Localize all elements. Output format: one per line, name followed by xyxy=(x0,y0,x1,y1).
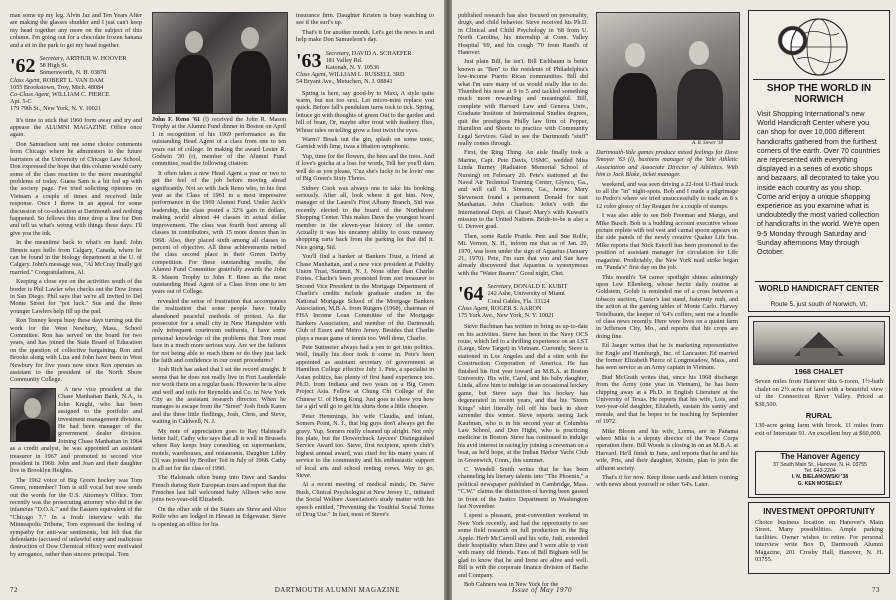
paragraph: Keeping a close eye on the activities south of the border is Phil Lawler who checks out the Dow Jones in San Diego. Phil says that we're all invited to Del Monte Street for "pot luck." Sue and the three younger Lawlers help fill up the pad. xyxy=(10,278,142,315)
paragraph: That's it for another month. Let's get the news in and help make Don Samuelson's day. xyxy=(296,28,434,44)
issue-date: Issue of May 1970 xyxy=(512,586,573,594)
class-year: '62 xyxy=(10,55,36,78)
magazine-title: DARTMOUTH ALUMNI MAGAZINE xyxy=(274,586,400,594)
paragraph: Don Samuelson sent me some choice comments from Chicago where he administers to the future barristers at the University of Chicago Law School. Don expressed the hope that this column would carry some of the class reaction to the more meaningful problems of today. Guess Sam is a bit fed up with the society page. I've tried soliciting opinions on Vietnam a couple of times and received little response. Once I threw in an appeal for some discussion of co-education at Dartmouth and nothing happened. So fellows this time drop a line for Don and tell us what's wrong with things these days. I'll give you the ink. xyxy=(10,140,142,237)
class-header-64 xyxy=(458,283,588,319)
center-name: WORLD HANDICRAFT CENTER xyxy=(755,281,883,293)
photo-caption: John F. Reno '61 (l) received the John R. Mason Trophy at the Alumni Fund dinner in Boston on April 1 in recognition of his 1969 performance as the outstanding Head Agent of a class from one to ten years out of college. In making the award Lester R. Godwin '30 (r), member of the Alumni Fund committee, read the following citation: xyxy=(152,116,287,168)
paragraph: This month's '64 career spotlight shines admiringly upon Lew Ellenberg, whose hectic daily routine at Goldstein, Golub is reminded me of a cross between a tobacco auction, Custer's last stand, fraternity rush, and the action at the gaming tables of Monte Carlo. Harvey Teitelbaum, the keeper of '64's coffers, sent me a bundle of class news recently. Here were lives on a quaint farm in Jefferson City, Mo., and reports that his crops are doing fine. xyxy=(596,273,738,340)
paragraph: The 1962 voice of Big Green hockey was Tom Green, remember? Tom is still vocal but now sends out the words for the U.S. Attorney's Office. Tom recently was the prosecuting attorney who did in the infamous "D.O.A." and the Eastern equivalent of the "Chicago 7." In a fresh interview with the Minneapolis Tribune, Tom expressed the feeling of sympathy for anti-war sentiments, but felt that the defendants (accused of unlawful entry and malicious destruction of Dow Chemical office) were motivated by arrogance, rather than sincere principal. Tom xyxy=(10,476,142,558)
paragraph: At a recent meeting of medical minds, Dr. Steve Bush, Clinical Psychologist at New Jersey U., initiated the Social Welfare Association's study matter with his speech entitled, "Preventing the Youthful Social Terms of Drug Use." In fact, most of Steve's xyxy=(296,481,434,518)
agency-name: The Hanover Agency xyxy=(780,452,860,461)
class-officers: Secretary, DAVID A. SCHAEFER 181 Valley Rd. Katonah, N. Y. 10536 Class Agent, WILLIAM L. RUSSELL 3RD 54 Bryant Ave., Metuchen, N. J. 08841 xyxy=(296,49,412,86)
paragraph: Ron Tonney keeps busy these days turning out the work for the West Newbury, Mass., School Committee. Ron has served on the board for two years, and has joined the State Board of Education on the question of collective bargaining. Ron and Brooke along with Liza and John have been in West Newbury for five years now since Ron operates as assistant to the president of the North Shore Community College. xyxy=(10,317,142,384)
award-photo xyxy=(152,12,288,114)
agency-person: G. KEN MOSELEY xyxy=(797,480,843,487)
page-number: 73 xyxy=(872,586,880,594)
paragraph: You'll find a banker at Bankers Trust, a friend at Chase Manhattan, and a new vice president at Fidelity Union Trust, Summit, N. J. None other than Charlie Fortes. Charlie's been promoted from sort treasurer to Second Vice President in the Mortgage Department of Charlie's credits include graduate studies in the National Mortgage School of the Mortgage Bankers Association, M.B.A. from Rutgers (1968), chairman of FHA Income Loan Committee of the Mortgage Bankers Association, and member of the Dartmouth Club of Essex and Metro Jersey. Besides that Charlie plays a mean game of tennis too. Well done, Charlie. xyxy=(296,253,434,342)
paragraph: man some up my leg. Alvin Jaz and Ten Years After are making the glasses shudder and I just can't keep my head together any more on the subject of this column. I'm going out for a chocolate frozen banana and a sit in the park to get my head together. xyxy=(10,12,142,49)
paragraph: On the other side of the States are Steve and Alice Rolfe who are lodged in Hawaii in Edgewater. Steve is opening an office for his xyxy=(152,505,286,528)
left-page xyxy=(0,0,444,600)
class-header-63 xyxy=(296,50,434,86)
paragraph: revealed the sense of frustration that accompanies the realization that some people have totally abandoned peaceful methods of protest. As the prosecutor for a small city in New Hampshire with only infrequent courtroom outbursts, I have some personal knowledge of the problems that Tom must face in a much more serious way. Are we the failures for not being able to reach them or do they just lack the faith and confidence in our court procedures? xyxy=(152,297,286,364)
paragraph: First, the Ring Thing. An aisle finally took a Marine, Capt. Pete Davis, USMC, wedded Miss Linda Burney (Radiation Memorial School of Nursing) on February 20. Pete's stationed at the Naval Air Technical Training Center, Glynco, Ga., and will call St. Simons, Ga., home. Mary Stevenson found a permanent Donald for east Manhattan. John Charlton. John's with the International Dept. at Chase; Mary's with Kuwait's mission to the United Nations. Bride-to-be is also a U. Denver grad. xyxy=(458,149,588,231)
citation: It often takes a new Head Agent a year or two to get the feel of the job before moving ahead significantly. Not so with Jack Reno who, in his first year as the Class of 1961 to a most impressive performance in the 1969 Alumni Fund. Under Jack's leadership, the class posted a 32% gain in dollars, making world almost 44 classes in actual dollar improvement. The class was fourth best among all classes in contributors, with 15 more donors than in 1968. Also, they placed sixth among all classes in percent of objective. All these achievements netted the class second place in their Green Derby competition. For these outstanding results, the Alumni Fund Committee gratefully awards the John R. Mason Trophy to John F. Reno as the most outstanding Head Agent of a Class from one to ten years out of College. xyxy=(152,169,286,296)
agency-phone: Tel. 643-2204 xyxy=(804,468,836,475)
paragraph: Steve Bachman has written to bring us up-to-date on his activities. Steve has been in the Navy OCS route, which led to a thrilling experience on an LST (Large, Slow Target) in Vietnam. Currently, Steve is stationed in Los Angeles and did a stint with the Construction Corporation of America. He has finished his first year toward an M.B.A. at Boston University. His wife, Carol, and his baby daughter, Linda, allow him to indulge in an occasional hockey game, but Steve says that his hockey has degenerated in recent years, and that his "Storm Kings" shirt literally fell off his back in sheer surrender this winter. Steve reports seeing Jack Kaufman, who is in his second year at Columbia Law School, and Don Hight, who is practicing medicine in Boston. Steve has continued to indulge his avid interest in racing by joining a crewman on a boat, as he'd hope, at the Indian Harbor Yacht Club in Greenwich, Conn., this summer. xyxy=(458,323,588,464)
world-globe-illustration xyxy=(753,15,885,80)
yale-athletics-photo xyxy=(596,12,740,140)
paragraph: My note of appreciation goes to Ray Halstead's better half, Cathy who says that all is well in Brussels where Ray keeps busy consulting on supermarkets, motels, warehouses, and restaurants. Daughter Libby (3) was joined by Brother Ted in July of 1968. Cathy is all set for the class of 1990. xyxy=(152,427,286,472)
hanover-agency-ad xyxy=(748,316,890,498)
chalet-body: Seven miles from Hanover this 6-room, 1½-bath chalet on 2½ acres of land with a beautiful view of the Connecticut River Valley. Priced at $38,500. xyxy=(755,378,883,408)
class-officers: Secretary, DONALD E. KUBIT 242 Ashe, University of Miami Coral Gables, Fla. 33124 Class Agent, ROGER S. AARON 175 York Ave., New York, N. Y. 10021 xyxy=(458,283,568,320)
left-column-3 xyxy=(296,12,434,572)
investment-opportunity-ad xyxy=(748,502,890,574)
agency-box xyxy=(755,451,885,495)
paragraph: That's it for now. Keep those cards and letters coming with news about yourself or other '64's. Later. xyxy=(596,474,738,489)
left-column-2 xyxy=(152,116,286,560)
page-number: 72 xyxy=(10,586,18,594)
paragraph: Just plain Bill, he isn't. Bill Eichbaum is better known as "Ben" to the residents of Philadelphia's low-income Puerto Rican communities. Bill did what I'm sure many of us would really like to do. Thumbed his nose at 9 to 5 and tackled something much more rewarding and meaningful. Bill, complete with Harvard Law and Geneva Univ., Graduate Institute of International Studies degrees, quit the prestigious Philly law firm of Pepper, Hamilton and Sheetz to practice with Community Legal Services. Glad to see the Dartmouth "stuff" really comes through. xyxy=(458,58,588,147)
paragraph: insurance firm. Daughter Kristen is busy watching to see if the surf's up. xyxy=(296,12,434,27)
ad-title: SHOP THE WORLD IN NORWICH xyxy=(766,83,872,105)
left-column-1 xyxy=(10,12,142,572)
photo-credit: A. B. Stever '18 xyxy=(692,141,723,146)
rural-body: 130-acre going farm with brook. 11 miles from exit of Interstate 91. An excellent buy at $60,000. xyxy=(755,422,883,437)
john-knight-photo xyxy=(10,388,56,442)
shop-the-world-ad xyxy=(748,10,890,312)
paragraph: Josh Rich has asked that I set the record straight. It seems that he does not really live in Fort Lauderdale nor work there on a regular basis. However he is alive and well and toils for Reynolds and Co. in New York City as the assistant research director. When he manages to escape from the "Street" Josh finds Karen and the three little fledlings, Josh, Chris, and Steve, waiting in Caldwell, N. J. xyxy=(152,366,286,426)
paragraph: It's time to stick that 1960 form away and try and appease the ALUMNI MAGAZINE Office once again. xyxy=(10,116,142,139)
paragraph: Bob Cahners was in New York for the xyxy=(464,581,559,589)
paragraph: Sidney Cook was always one to take his booking seriously. After all, look where it got him. Now, manager of the Laurel's First Albany Branch, Sid was recently elected to the board of the Northshore Shopping Center. This makes Dave the youngest board member in the eleven-year history of the center. Actually it was his uncanny ability to coax runaway shopping carts back from the parking lot that did it. Nice going, Sid. xyxy=(296,184,434,251)
portrait-photo xyxy=(10,388,54,440)
class-officers: Secretary, ARTHUR W. HOOVER 58 High St. Somersworth, N. H. 03878 Class Agent, ROBERT L. VAN DAM 1055 Brookstown, Troy, Mich. 48084 Co-Class Agent, WILLIAM C. PIERCE Apt. 5-C 179 79th St., New York, N. Y. 10021 xyxy=(10,55,127,113)
paragraph: Warm? Break out the gin, splash on some tonic, Garnish with lime, twas a libation symphonic. xyxy=(296,136,434,151)
ad-body: Visit Shopping International's new World Handicraft Center where you can shop for over 10,000 different handicrafts gathered from the furthest corners of the earth. Over 70 countries are represented with everything displayed in a series of exotic shops and bazaars, all decorated to take you inside each country as you shop. Come and enjoy a unique shopping experience as you examine what is undoubtedly the most varied collection of handicrafts in the world. We're open 9-5 Monday through Saturday and Sunday afternoons May through October. xyxy=(757,109,881,257)
paragraph: Then, some Rattle Prattle. Pete and Sue Rolfe, Mt. Vernon, N. H., inform me that as of Jan. 20, 1970, was born under the sign of Aquarius (January 21, 1970). Pete, I'm sure that you and Sue have already discovered that Aquarius is synonymous with the "Water Bearer." Good night, Chet. xyxy=(458,232,588,277)
paragraph: I was also able to see Bob Freeman and Margo, and Mike Busch. Bob is a budding account executive whose picture replete with red vest and carnal spoon appears on the side panels of the newly creative Quaker Life bus. Mike reports that Nick Estorff has been promoted to the position of assistant manager for circulation for Life magazine. Predictably, the New York mail strike began on "Panda's" first day on the job. xyxy=(596,212,738,272)
gutter xyxy=(444,0,452,600)
rural-title: RURAL xyxy=(805,411,833,420)
paragraph: Mike Bloom and his wife, Lonna, are in Panama where Mike is a deputy director of the Peace Corps operation there. Bill Woods is closing in on an M.B.A. at Harvard. He'll finish in June, and reports that he and his wife, Pris, and their daughter, Kristin, plan to join the affluent society. xyxy=(596,427,738,472)
right-column-1 xyxy=(458,12,588,589)
agency-address: 37 South Main St., Hanover, N. H. 03755 xyxy=(772,462,867,468)
right-column-2 xyxy=(596,149,738,560)
class-year: '64 xyxy=(458,283,484,306)
class-year: '63 xyxy=(296,49,322,72)
investment-title: INVESTMENT OPPORTUNITY xyxy=(763,507,875,516)
investment-body: Choice business location on Hanover's Main Street. Many possibilities. Ample parking facilities. Owner wishes to retire. For personal interview write Box D, Dartmouth Alumni Magazine, 201 Crosby Hall, Hanover, N. H. 03755. xyxy=(755,519,883,564)
paragraph: Bud McGrath writes that, since his 1968 discharge from the Army (one year in Vietnam), he has been chipping away at a Ph.D. in English Literature at the University of Texas. He reports that his wife, Lois, and two-year-old daughter, Elizabeth, sustain his sanity and morale, and that he hopes to be teaching by September of 1972. xyxy=(596,373,738,426)
chalet-title: 1968 CHALET xyxy=(794,367,844,376)
paragraph: In the meantime back to what's on hand. John Dennis says hello from Calgary, Canada, where he can be found in the biology department at the U. of Calgary. John's message was, "Al McCray finally got married." Congratulations, Al. xyxy=(10,239,142,276)
paragraph: Pete Suttmeier always had a yen to get into politics. Well, finally his door took it come in. Pete's been appointed as assistant secretary of government at Hamilton College effective July 1. Pete, a specialist in Asian politics, has plenty of first hand experience too. Ph.D. from Indiana and two years on a Big Green Project Asia. Fellow at Chung Chi College of the Chinese U. of Hong Kong. Just goes to show you how far a girl will go to get his shirts done a little cheaper. xyxy=(296,344,434,411)
center-address: Route 5, just south of Norwich, Vt. xyxy=(770,301,868,308)
paragraph: Spring is here, say good-by to Maxi, A style quite warm, but not too sexi. Let micro-mini replace you quick. Before fall's pendulum turns tock to tick. Spring, lettuce go with thoughts of green Out to the garden and hill of bean, Or, maybe after trout with feathery flies, Whose tales on telling grow a foot twixt the eyes. xyxy=(296,89,434,134)
paragraph: Peter Hemmings, his wife Claudia, and infant, Somers Point, N. J., that big guys don't always get the gravy. Yup, Somers really cleaned up alright. Not only his plate, but the Dowerchuck Jaycees' Distinguished Service Award too. Steve, first recipient, sports club's highest annual award, was cited for his many years of service to the community and his enthusiastic support of local arts and school renting crews. Way to go, Steve. xyxy=(296,412,434,479)
paragraph: Yup, time for the flowers, the bees and the trees. And if love's gotcha at a loss for words, Tell her you'll darn well do as you please, 'Cuz she's lucky to be lovin' one of Big Green's Sixty Threes. xyxy=(296,152,434,183)
paragraph: C. Wendell Smith writes that he has been channeling his literary talents into "The Phoenix," a political newspaper published in Cambridge, Mass. "C.W." claims the distinction of having been gassed in front of the Justice Department in Washington last November. xyxy=(458,465,588,510)
paragraph: Ed Jaeger writes that he is marketing representative for Engle and Hamburgh, Inc. of Lancaster. Ed married the former Elizabeth Pierce of Longmeadow, Mass., and has seen service as an Army captain in Vietnam. xyxy=(596,342,738,372)
paragraph: published research has also focused on personality, drugs, and child behavior. Steve received his Ph.D. in Clinical and Child Psychology in '68 from U. North Carolina, his internship at Conn. Valley Hospital '69, and his cough '70 from Rand's of Hanover. xyxy=(458,12,588,57)
agency-person: I. N. BIELANOWSKI '38 xyxy=(791,474,849,481)
paragraph: The Halsteads often bump into Dave and Sandra French during their European tours and report that the Frenches last fall welcomed baby Allison who now joins two-year-old Elizabeth. xyxy=(152,474,286,504)
photo-caption: Dartmouth-Yale games produce mixed feelings for Dave Smoyer '63 (l), business manager of the Yale Athletic Association and Associate Director of Athletics. With him is Jack Blake, ticket manager. xyxy=(596,149,738,179)
paragraph: I spent a pleasant, post-convention weekend in New York recently, and had the opportunity to see some field research on full production in the Big Apple. Herb McCarroll and his wife, Judi, extended their hospitality when Dino and I were able to visit with many old friends. Fans of Bill Bigham will be glad to know that he and Irene are alive and well. Bill is with the corporate finance division of Bache and Company. xyxy=(458,512,588,579)
chalet-photo xyxy=(753,321,885,365)
class-header-62 xyxy=(10,55,142,113)
paragraph: A new vice president at the Chase Manhattan Bank, N.A., is John Knight, who has been assigned to the portfolio and investment management division. He had been manager of the government dealer division. Joining Chase Manhattan in 1964 as a credit analyst, he was appointed an assistant treasurer in 1967 and promoted to second vice president in 1968. John and Joan and their daughter live in Brooklyn Heights. xyxy=(10,385,142,475)
right-page xyxy=(452,0,896,600)
paragraph: weekend, and was seen driving a 22-foot U-Haul truck to all the "in" night-spots. Bob and I made a pilgrimage to Pedro's where we tried unsuccessfully to trade an 8 x 12 color glossy of Jay Reagan for a couple of stamps. xyxy=(596,180,738,210)
